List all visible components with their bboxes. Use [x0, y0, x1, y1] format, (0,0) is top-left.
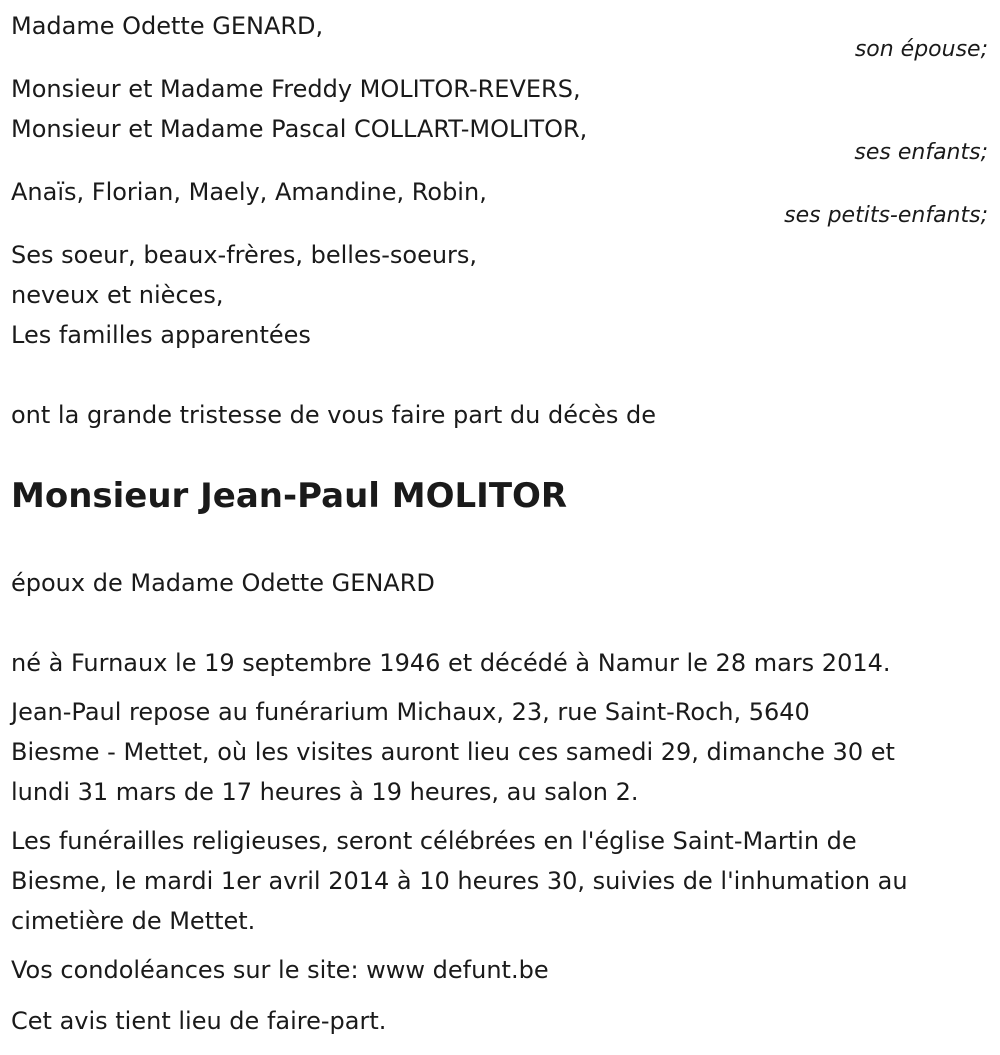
- announcement-text: ont la grande tristesse de vous faire part du décès de: [11, 401, 657, 429]
- children-line-2: Monsieur et Madame Pascal COLLART-MOLITOR,: [11, 115, 588, 143]
- relatives-line-3: Les familles apparentées: [11, 321, 311, 349]
- grandchildren-names: Anaïs, Florian, Maely, Amandine, Robin,: [11, 178, 487, 206]
- grandchildren-role: ses petits-enfants;: [784, 203, 988, 228]
- visitation-line-1: Jean-Paul repose au funérarium Michaux, 23, rue Saint-Roch, 5640: [11, 698, 810, 726]
- relatives-line-2: neveux et nièces,: [11, 281, 224, 309]
- visitation-line-3: lundi 31 mars de 17 heures à 19 heures, au salon 2.: [11, 778, 639, 806]
- funeral-line-3: cimetière de Mettet.: [11, 907, 256, 935]
- funeral-line-2: Biesme, le mardi 1er avril 2014 à 10 heures 30, suivies de l'inhumation au: [11, 867, 908, 895]
- children-role: ses enfants;: [854, 140, 988, 165]
- spouse-role: son épouse;: [854, 37, 988, 62]
- relatives-line-1: Ses soeur, beaux-frères, belles-soeurs,: [11, 241, 478, 269]
- spouse-name: Madame Odette GENARD,: [11, 12, 324, 40]
- spouse-of-text: époux de Madame Odette GENARD: [11, 569, 435, 597]
- notice-text: Cet avis tient lieu de faire-part.: [11, 1007, 387, 1035]
- funeral-line-1: Les funérailles religieuses, seront célébrées en l'église Saint-Martin de: [11, 827, 857, 855]
- deceased-name: Monsieur Jean-Paul MOLITOR: [11, 476, 568, 516]
- birth-death-text: né à Furnaux le 19 septembre 1946 et décédé à Namur le 28 mars 2014.: [11, 649, 891, 677]
- visitation-line-2: Biesme - Mettet, où les visites auront lieu ces samedi 29, dimanche 30 et: [11, 738, 895, 766]
- condolences-text: Vos condoléances sur le site: www defunt.be: [11, 956, 549, 984]
- children-line-1: Monsieur et Madame Freddy MOLITOR-REVERS,: [11, 75, 581, 103]
